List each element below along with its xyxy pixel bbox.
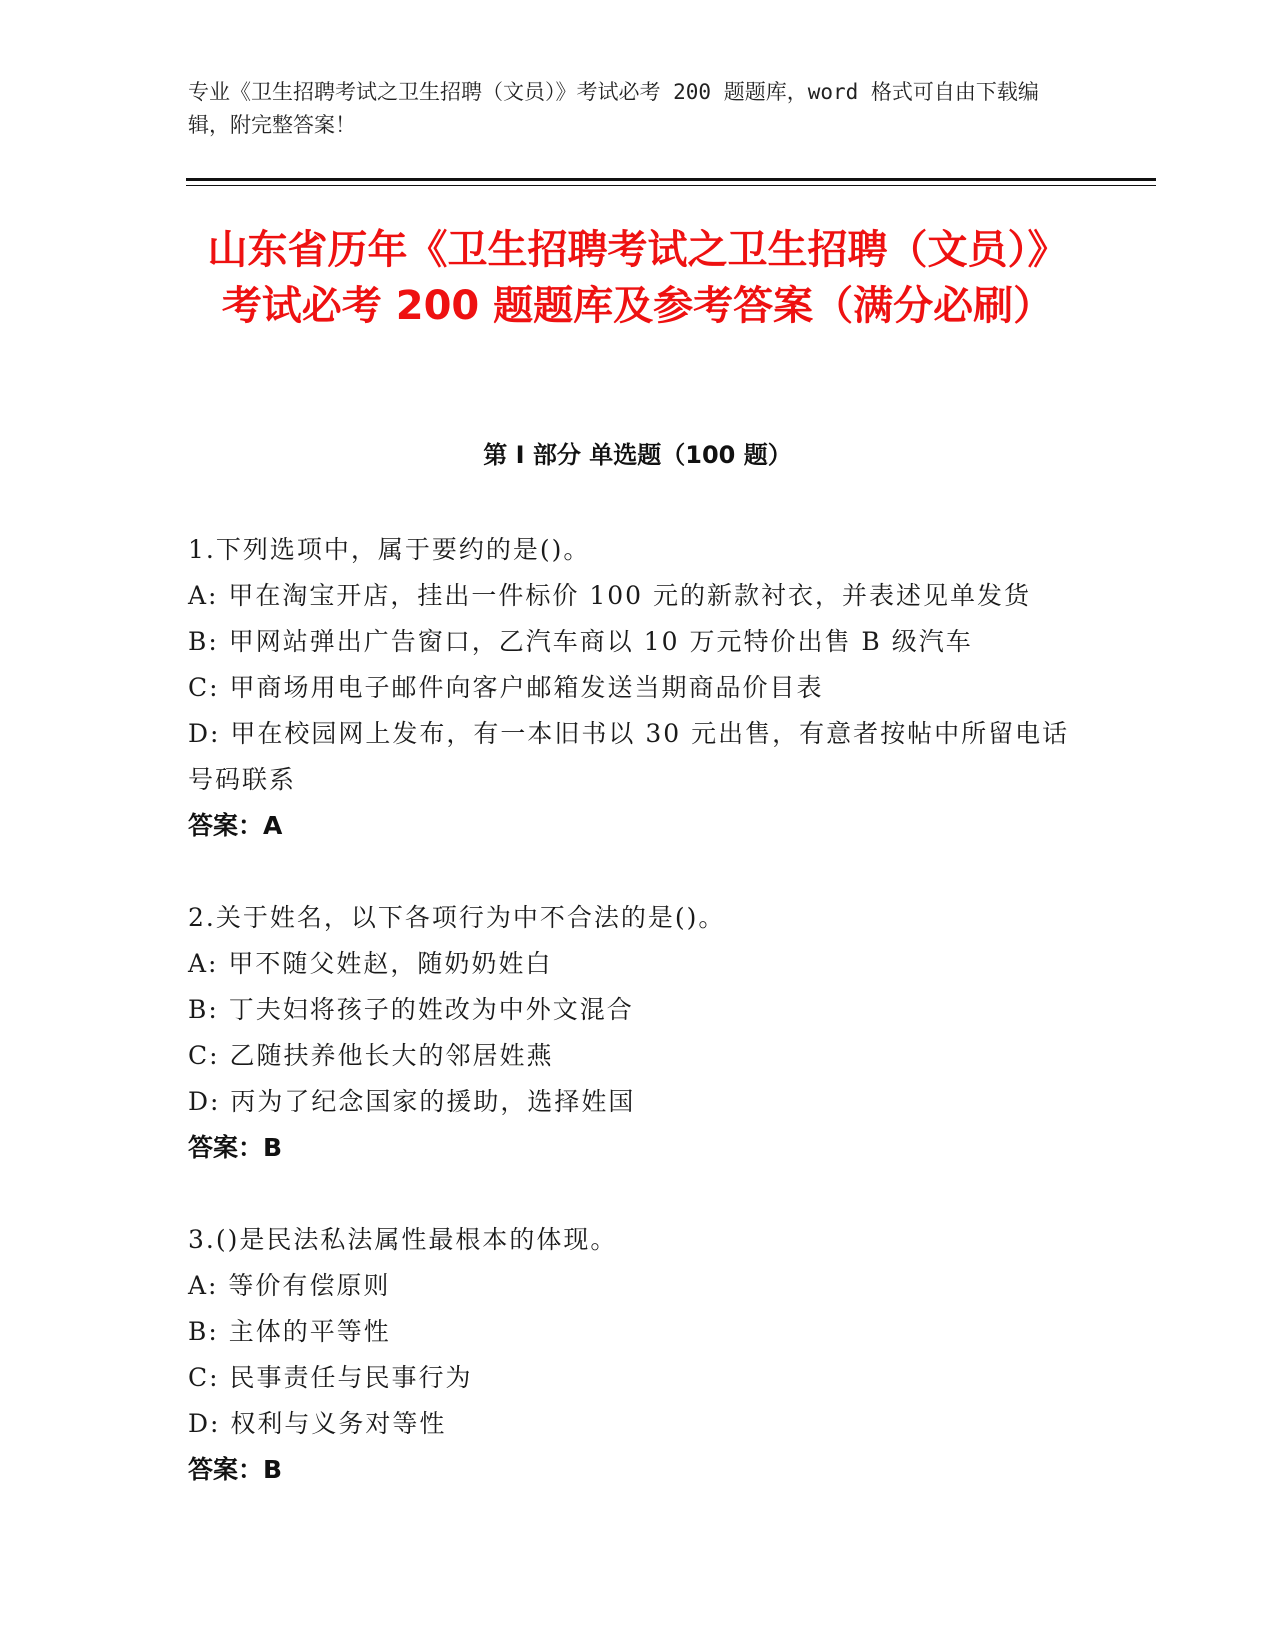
option-a: A: 甲在淘宝开店，挂出一件标价 100 元的新款衬衣，并表述见单发货 bbox=[188, 581, 1032, 610]
question-item bbox=[188, 1217, 1088, 1493]
section-heading: 第 I 部分 单选题（100 题） bbox=[483, 441, 792, 469]
question-stem: 3.()是民法私法属性最根本的体现。 bbox=[188, 1225, 618, 1254]
option-a: A: 等价有偿原则 bbox=[188, 1271, 391, 1300]
option-c: C: 民事责任与民事行为 bbox=[188, 1363, 473, 1392]
answer-line: 答案：A bbox=[188, 811, 283, 840]
option-b: B: 丁夫妇将孩子的姓改为中外文混合 bbox=[188, 995, 634, 1024]
question-item bbox=[188, 527, 1088, 849]
document-title: 山东省历年《卫生招聘考试之卫生招聘（文员）》考试必考 200 题题库及参考答案（满分必刷） bbox=[207, 227, 1068, 329]
question-stem: 1.下列选项中，属于要约的是()。 bbox=[188, 535, 591, 564]
option-d: D: 权利与义务对等性 bbox=[188, 1409, 447, 1438]
option-b: B: 甲网站弹出广告窗口，乙汽车商以 10 万元特价出售 B 级汽车 bbox=[188, 627, 973, 656]
question-stem: 2.关于姓名，以下各项行为中不合法的是()。 bbox=[188, 903, 726, 932]
option-c: C: 甲商场用电子邮件向客户邮箱发送当期商品价目表 bbox=[188, 673, 824, 702]
question-list bbox=[188, 527, 1088, 1539]
option-c: C: 乙随扶养他长大的邻居姓燕 bbox=[188, 1041, 554, 1070]
question-item bbox=[188, 895, 1088, 1171]
option-a: A: 甲不随父姓赵，随奶奶姓白 bbox=[188, 949, 553, 978]
header-note: 专业《卫生招聘考试之卫生招聘（文员）》考试必考 200 题题库，word 格式可自由下载编辑，附完整答案！ bbox=[188, 80, 1039, 137]
answer-line: 答案：B bbox=[188, 1133, 283, 1162]
option-d: D: 甲在校园网上发布，有一本旧书以 30 元出售，有意者按帖中所留电话号码联系 bbox=[188, 719, 1070, 794]
header-divider-thick bbox=[186, 178, 1156, 181]
option-b: B: 主体的平等性 bbox=[188, 1317, 391, 1346]
header-divider-thin bbox=[186, 185, 1156, 186]
option-d: D: 丙为了纪念国家的援助，选择姓国 bbox=[188, 1087, 636, 1116]
answer-line: 答案：B bbox=[188, 1455, 283, 1484]
